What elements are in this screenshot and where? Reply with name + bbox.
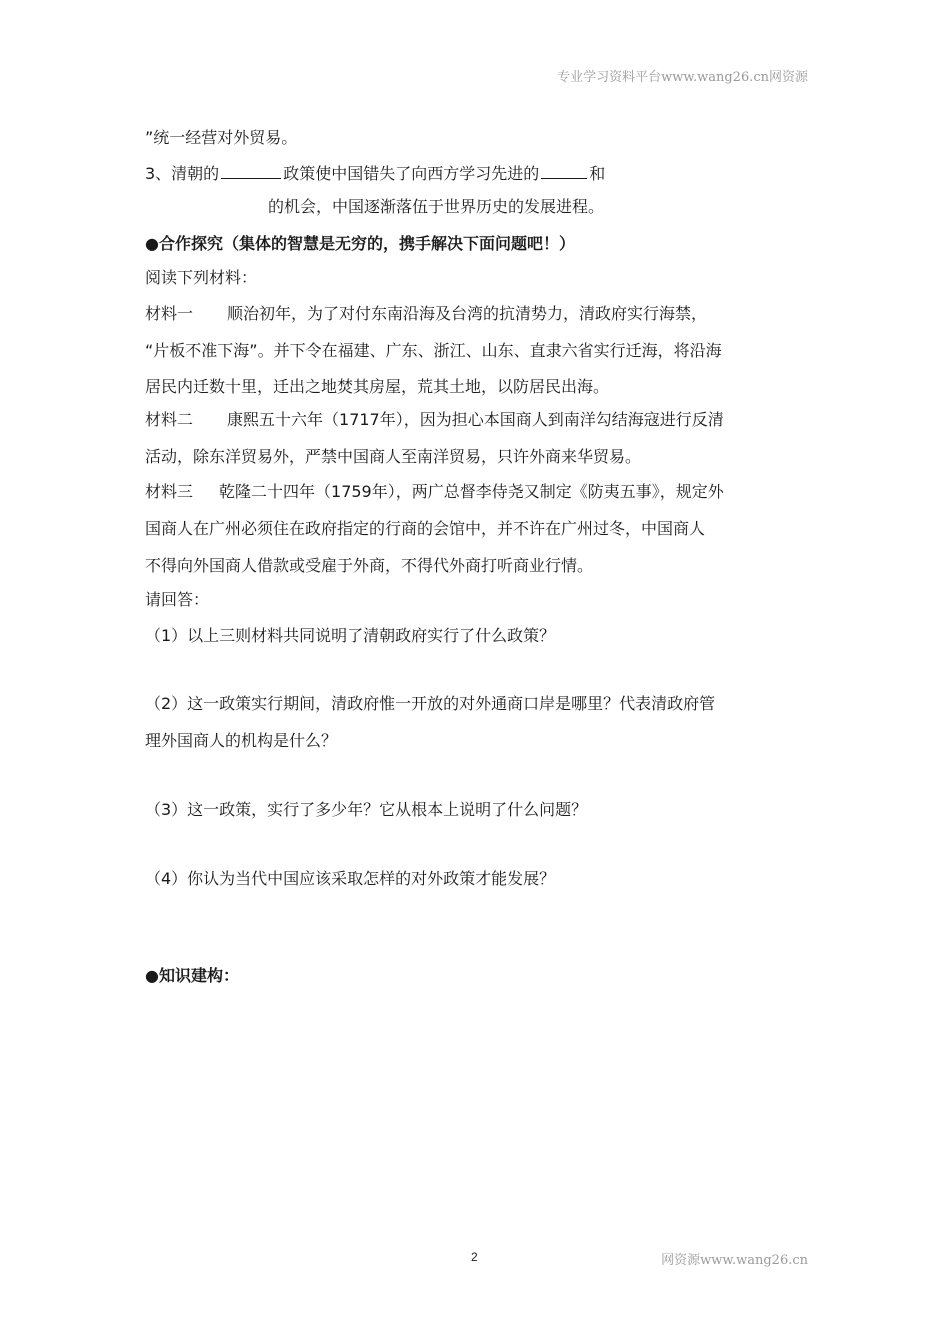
- header-site-text: 专业学习资料平台www.wang26.cn网资源: [557, 70, 808, 85]
- material-2-line: [145, 410, 724, 430]
- text-fragment: 乾隆二十四年（1759年），两广总督李侍尧又制定《防夷五事》，规定外: [219, 482, 724, 501]
- text-fragment: 政策使中国错失了向西方学习先进的: [283, 164, 540, 183]
- question-1: （1）以上三则材料共同说明了清朝政府实行了什么政策？: [145, 626, 556, 645]
- page-number: 2: [471, 1250, 478, 1264]
- question-2: （2）这一政策实行期间，清政府惟一开放的对外通商口岸是哪里？代表清政府管: [145, 694, 716, 713]
- blank-line: [541, 162, 587, 179]
- text-line: 不得向外国商人借款或受雇于外商，不得代外商打听商业行情。: [145, 556, 594, 575]
- text-line: 活动，除东洋贸易外，严禁中国商人至南洋贸易，只许外商来华贸易。: [145, 447, 642, 466]
- text-fragment: 3、清朝的: [145, 164, 220, 183]
- fill-blank-question-3: [145, 162, 605, 184]
- footer-site-text: 网资源www.wang26.cn: [661, 1253, 808, 1268]
- material-label: 材料一: [145, 304, 194, 323]
- material-label: 材料二: [145, 410, 194, 429]
- text-line: 的机会，中国逐渐落伍于世界历史的发展进程。: [268, 197, 605, 216]
- text-line: 理外国商人的机构是什么？: [145, 731, 338, 750]
- text-line: 居民内迁数十里，迁出之地焚其房屋，荒其土地，以防居民出海。: [145, 377, 610, 396]
- material-1-line: [145, 304, 707, 324]
- material-3-line: [145, 482, 724, 502]
- blank-line: [221, 162, 281, 179]
- material-label: 材料三: [145, 482, 194, 501]
- section-heading-cooperation: ●合作探究（集体的智慧是无穷的，携手解决下面问题吧！）: [145, 234, 575, 253]
- question-4: （4）你认为当代中国应该采取怎样的对外政策才能发展？: [145, 869, 556, 888]
- section-heading-knowledge: ●知识建构：: [145, 966, 239, 985]
- text-fragment: 和: [589, 164, 606, 183]
- text-fragment: 顺治初年，为了对付东南沿海及台湾的抗清势力，清政府实行海禁，: [227, 304, 708, 323]
- text-line: 国商人在广州必须住在政府指定的行商的会馆中，并不许在广州过冬，中国商人: [145, 519, 706, 538]
- question-3: （3）这一政策，实行了多少年？它从根本上说明了什么问题？: [145, 800, 588, 819]
- text-line: 请回答：: [145, 590, 210, 609]
- text-fragment: 康熙五十六年（1717年），因为担心本国商人到南洋勾结海寇进行反清: [227, 410, 724, 429]
- text-line: “片板不准下海”。并下令在福建、广东、浙江、山东、直隶六省实行迁海，将沿海: [145, 341, 722, 360]
- text-line: 阅读下列材料：: [145, 268, 258, 287]
- text-line: ”统一经营对外贸易。: [145, 128, 298, 147]
